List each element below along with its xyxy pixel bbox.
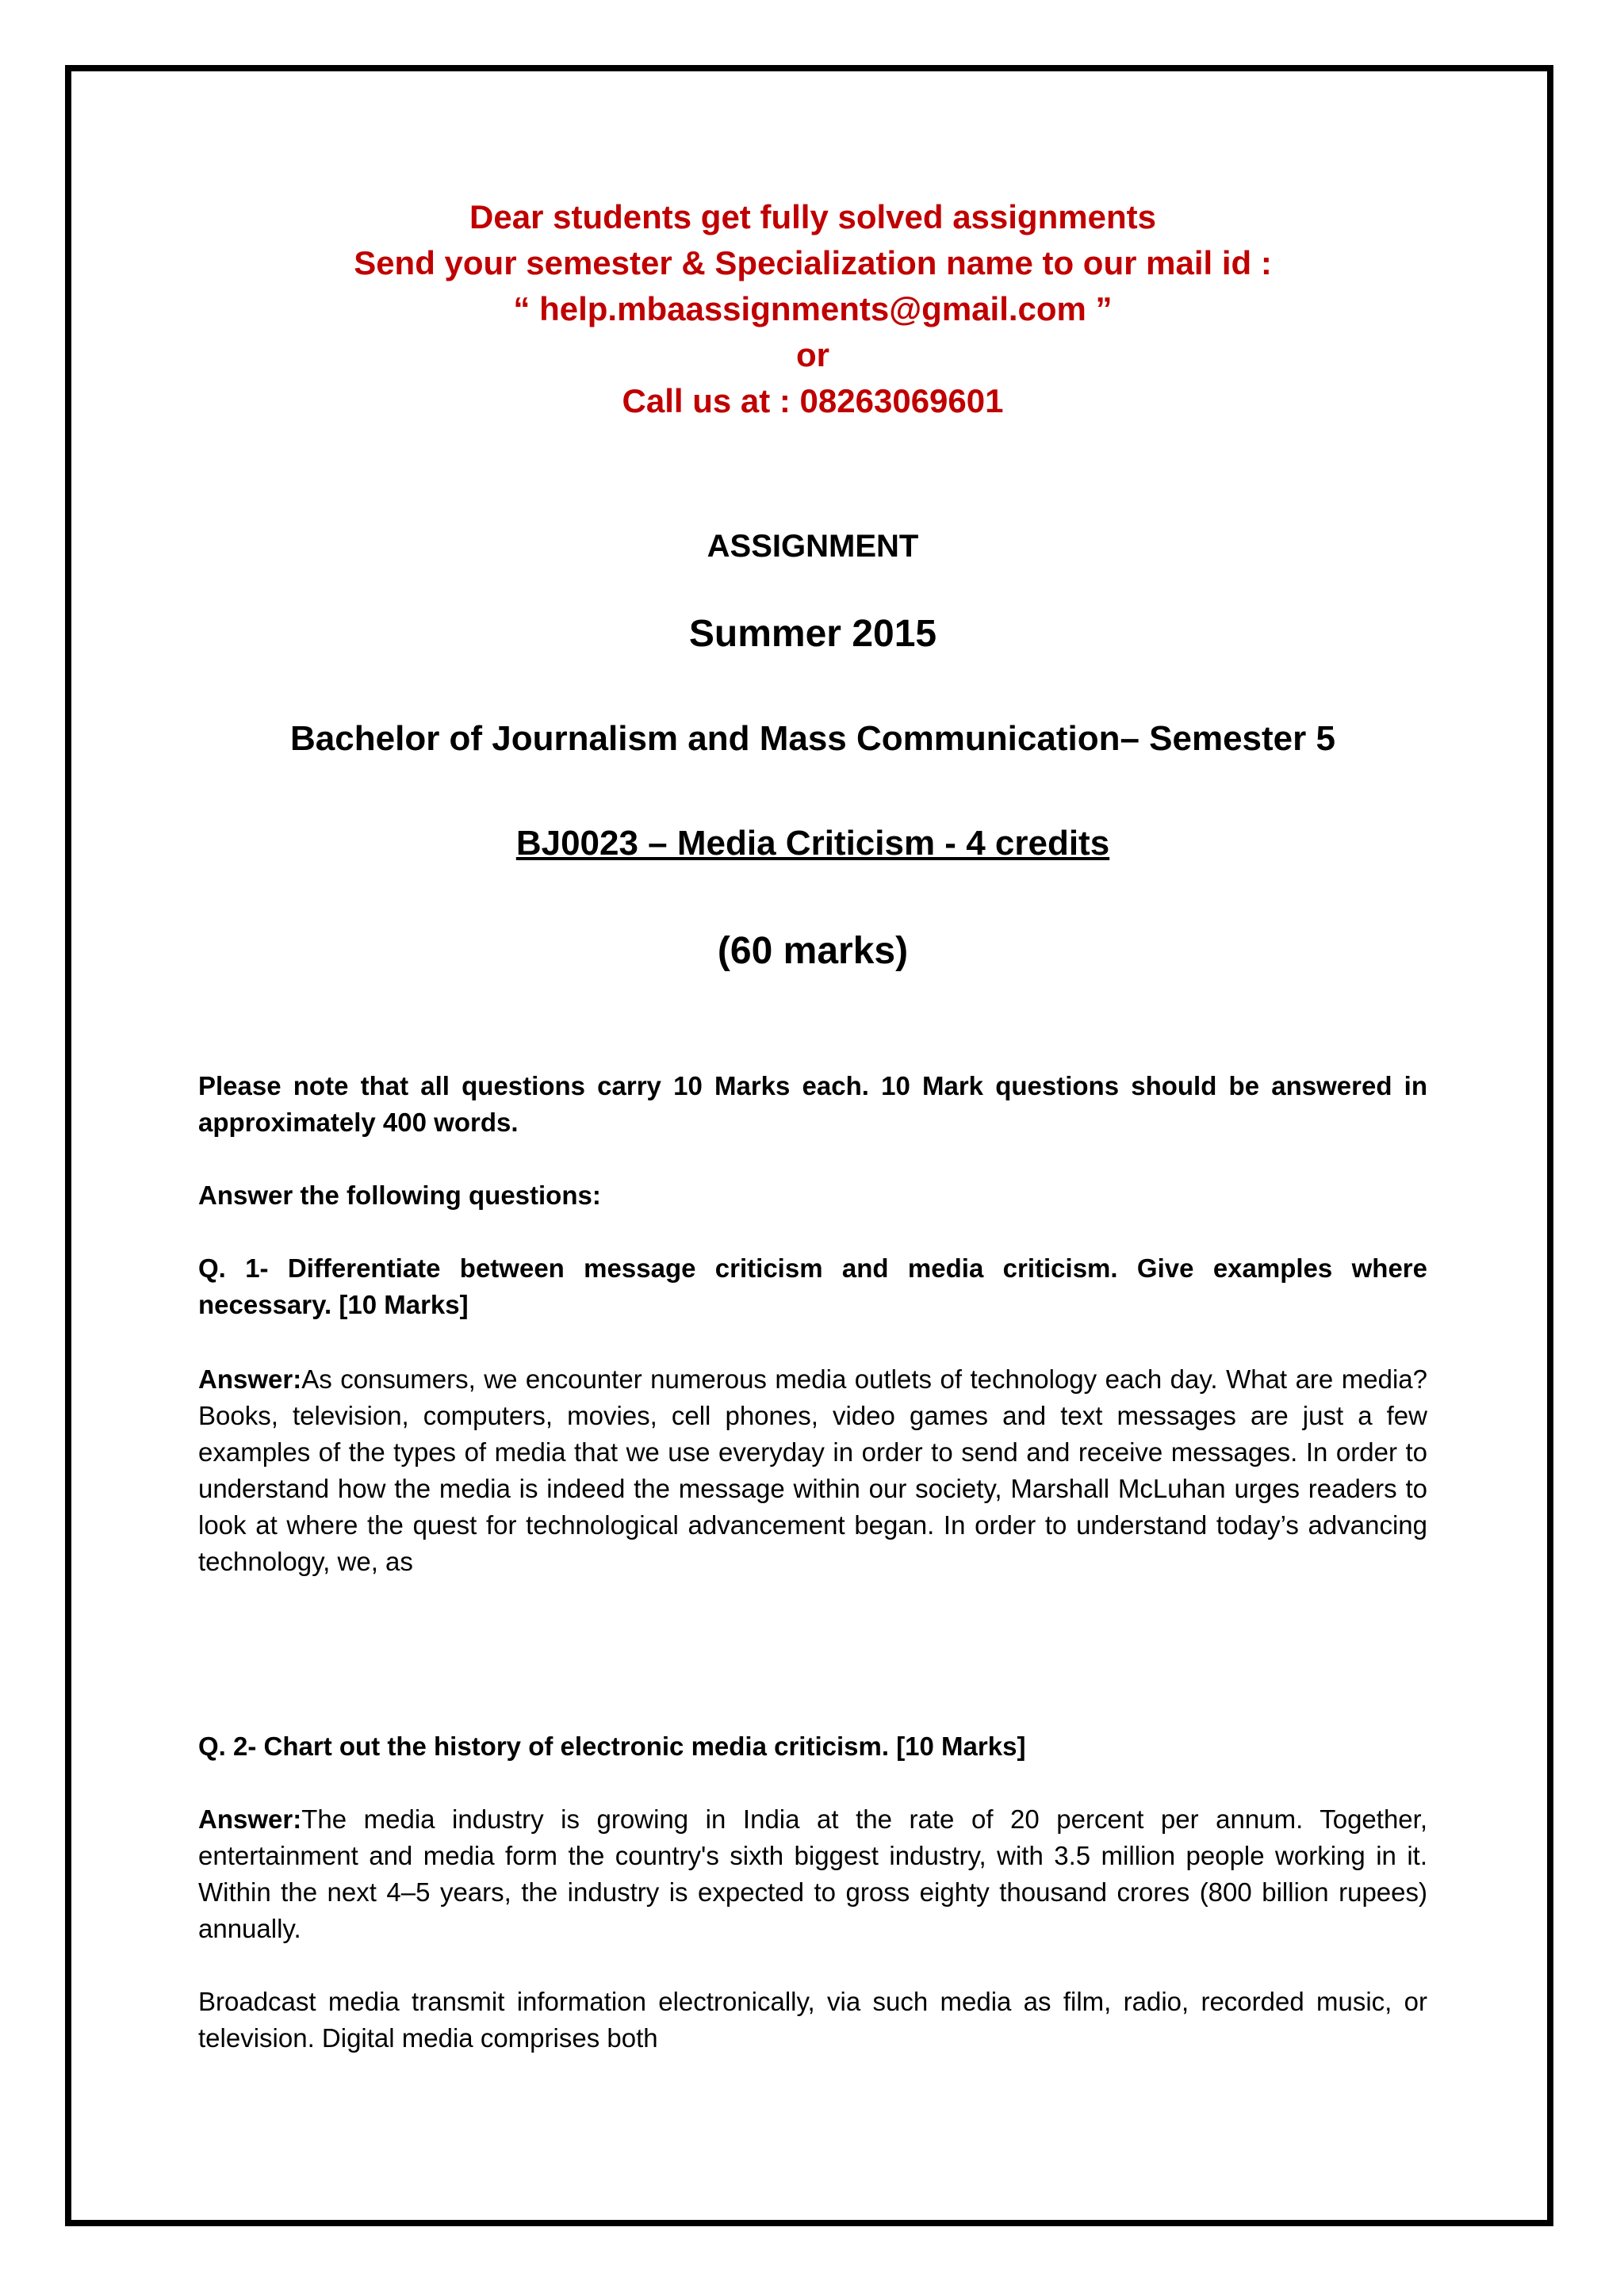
answer-1-label: Answer: (198, 1364, 302, 1394)
answer-2 (198, 1801, 1427, 1947)
question-2: Q. 2- Chart out the history of electronic media criticism. [10 Marks] (198, 1732, 1026, 1761)
promo-phone: Call us at : 08263069601 (622, 382, 1004, 419)
course-title: BJ0023 – Media Criticism - 4 credits (515, 824, 1110, 863)
promo-email: “ help.mbaassignments@gmail.com ” (513, 290, 1113, 327)
assignment-title: ASSIGNMENT (707, 529, 919, 564)
promo-banner (198, 194, 1427, 424)
answer-1-text: As consumers, we encounter numerous media outlets of technology each day. What are media? Books, television, computers, movies, cell phones, video games and text messages are just a few examples of the types of media that we use everyday in order to send and receive messages. In order to understand how the media is indeed the message within our society, Marshall McLuhan urges readers to look at where the quest for technological advancement began. In order to understand today’s advancing technology, we, as (198, 1364, 1427, 1576)
question-1: Q. 1- Differentiate between message criticism and media criticism. Give examples where necessary. [10 Marks] (198, 1253, 1427, 1319)
program-title: Bachelor of Journalism and Mass Communication– Semester 5 (290, 719, 1335, 758)
promo-line-1: Dear students get fully solved assignments (469, 198, 1156, 235)
instructions-note: Please note that all questions carry 10 Marks each. 10 Mark questions should be answered in approximately 400 words. (198, 1071, 1427, 1137)
answer-1 (198, 1361, 1427, 1580)
promo-line-2: Send your semester & Specialization name to our mail id : (354, 244, 1272, 281)
total-marks: (60 marks) (717, 930, 909, 972)
instructions-lead: Answer the following questions: (198, 1181, 601, 1210)
answer-2-paragraph-2: Broadcast media transmit information electronically, via such media as film, radio, recorded music, or television. Digital media comprises both (198, 1987, 1427, 2053)
promo-or: or (796, 336, 829, 373)
answer-2-text: The media industry is growing in India at the rate of 20 percent per annum. Together, entertainment and media form the country's sixth biggest industry, with 3.5 million people working in it. Within the next 4–5 years, the industry is expected to gross eighty thousand crores (800 billion rupees) annually. (198, 1804, 1427, 1943)
session-title: Summer 2015 (688, 613, 937, 655)
answer-2-label: Answer: (198, 1804, 302, 1834)
